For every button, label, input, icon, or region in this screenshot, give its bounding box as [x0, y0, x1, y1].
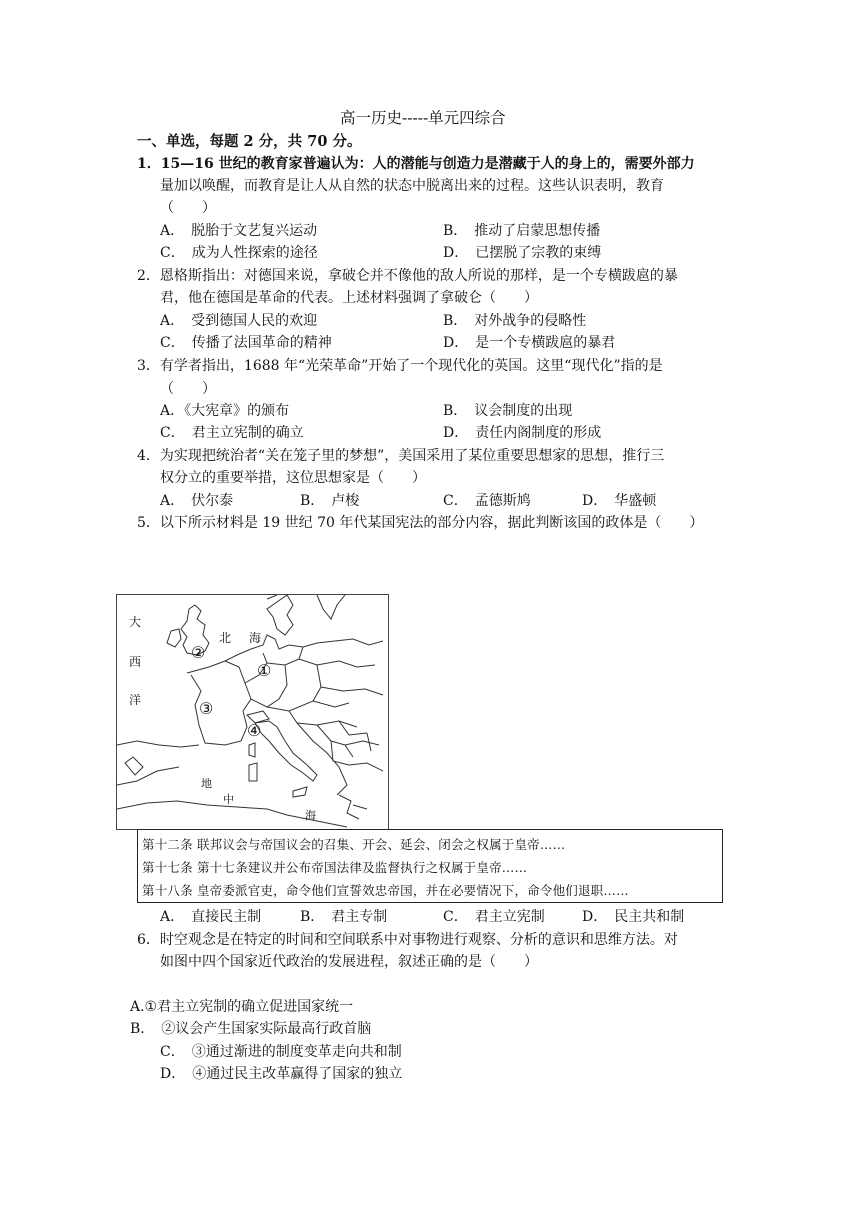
q4-option-b[interactable]: B． 卢梭 — [300, 493, 360, 509]
map-marker-3: ③ — [199, 699, 214, 718]
q2-stem-line1: 2．恩格斯指出：对德国来说，拿破仑并不像他的敌人所说的那样，是一个专横跋扈的暴 — [137, 268, 678, 284]
q4-stem-line2: 权分立的重要举措，这位思想家是（ ） — [160, 470, 426, 486]
page-title: 高一历史-----单元四综合 — [340, 109, 506, 127]
map-label-hai2: 海 — [305, 809, 316, 822]
q5-stem-line1: 5．以下所示材料是 19 世纪 70 年代某国宪法的部分内容，据此判断该国的政体是（ ） — [137, 515, 704, 531]
map-label-hai: 海 — [249, 631, 262, 645]
q6-option-d[interactable]: D． ④通过民主改革赢得了国家的独立 — [160, 1066, 403, 1082]
map-label-xi: 西 — [129, 655, 142, 669]
map-marker-4: ④ — [247, 721, 262, 740]
constitution-article-12: 第十二条 联邦议会与帝国议会的召集、开会、延会、闭会之权属于皇帝…… — [142, 837, 566, 852]
q2-option-a[interactable]: A． 受到德国人民的欢迎 — [160, 313, 318, 329]
q5-option-c[interactable]: C． 君主立宪制 — [443, 909, 545, 925]
q3-stem-line2: （ ） — [160, 381, 216, 397]
map-label-da: 大 — [129, 615, 142, 629]
q1-option-a[interactable]: A． 脱胎于文艺复兴运动 — [160, 223, 318, 239]
q4-option-c[interactable]: C． 孟德斯鸠 — [443, 493, 531, 509]
q6-option-c[interactable]: C． ③通过渐进的制度变革走向共和制 — [160, 1044, 402, 1060]
section-heading: 一、单选，每题 2 分，共 70 分。 — [137, 133, 362, 150]
map-label-yang: 洋 — [129, 693, 142, 707]
q1-option-d[interactable]: D． 已摆脱了宗教的束缚 — [443, 245, 602, 261]
q2-option-c[interactable]: C． 传播了法国革命的精神 — [160, 335, 332, 351]
q1-stem-line1: 1．15—16 世纪的教育家普遍认为：人的潜能与创造力是潜藏于人的身上的，需要外部力 — [137, 156, 695, 172]
q5-option-a[interactable]: A． 直接民主制 — [160, 909, 262, 925]
constitution-article-17: 第十七条 第十七条建议并公布帝国法律及监督执行之权属于皇帝…… — [142, 860, 528, 875]
constitution-excerpt-box — [137, 829, 723, 903]
constitution-article-18: 第十八条 皇帝委派官吏，命令他们宣誓效忠帝国，并在必要情况下，命令他们退职…… — [142, 883, 629, 898]
map-label-bei: 北 — [219, 631, 232, 645]
q1-stem-line2: 量加以唤醒，而教育是让人从自然的状态中脱离出来的过程。这些认识表明，教育 — [160, 178, 664, 194]
q4-option-d[interactable]: D． 华盛顿 — [582, 493, 657, 509]
q6-option-b[interactable]: B． ②议会产生国家实际最高行政首脑 — [130, 1021, 372, 1037]
q6-stem-line2: 如图中四个国家近代政治的发展进程，叙述正确的是（ ） — [160, 954, 538, 970]
q3-option-c[interactable]: C． 君主立宪制的确立 — [160, 425, 304, 441]
q3-option-a[interactable]: A．《大宪章》的颁布 — [160, 403, 290, 419]
q6-option-a[interactable]: A.①君主立宪制的确立促进国家统一 — [130, 999, 354, 1015]
q1-option-b[interactable]: B． 推动了启蒙思想传播 — [443, 223, 601, 239]
q3-stem-line1: 3．有学者指出，1688 年“光荣革命”开始了一个现代化的英国。这里“现代化”指的是 — [137, 358, 663, 374]
map-label-di: 地 — [201, 777, 212, 790]
q6-stem-line1: 6．时空观念是在特定的时间和空间联系中对事物进行观察、分析的意识和思维方法。对 — [137, 932, 678, 948]
q5-option-d[interactable]: D． 民主共和制 — [582, 909, 685, 925]
q4-option-a[interactable]: A． 伏尔泰 — [160, 493, 234, 509]
q2-option-d[interactable]: D． 是一个专横跋扈的暴君 — [443, 335, 616, 351]
q5-option-b[interactable]: B． 君主专制 — [300, 909, 388, 925]
map-label-zhong: 中 — [223, 793, 234, 806]
q1-option-c[interactable]: C． 成为人性探索的途径 — [160, 245, 318, 261]
q3-option-d[interactable]: D． 责任内阁制度的形成 — [443, 425, 602, 441]
map-marker-2: ② — [191, 643, 206, 662]
q2-stem-line2: 君，他在德国是革命的代表。上述材料强调了拿破仑（ ） — [160, 290, 538, 306]
q3-option-b[interactable]: B． 议会制度的出现 — [443, 403, 573, 419]
q1-stem-line3: （ ） — [160, 200, 216, 216]
q4-stem-line1: 4．为实现把统治者“关在笼子里的梦想”，美国采用了某位重要思想家的思想，推行三 — [137, 448, 665, 464]
europe-map — [116, 594, 389, 830]
q2-option-b[interactable]: B． 对外战争的侵略性 — [443, 313, 587, 329]
map-marker-1: ① — [257, 661, 272, 680]
